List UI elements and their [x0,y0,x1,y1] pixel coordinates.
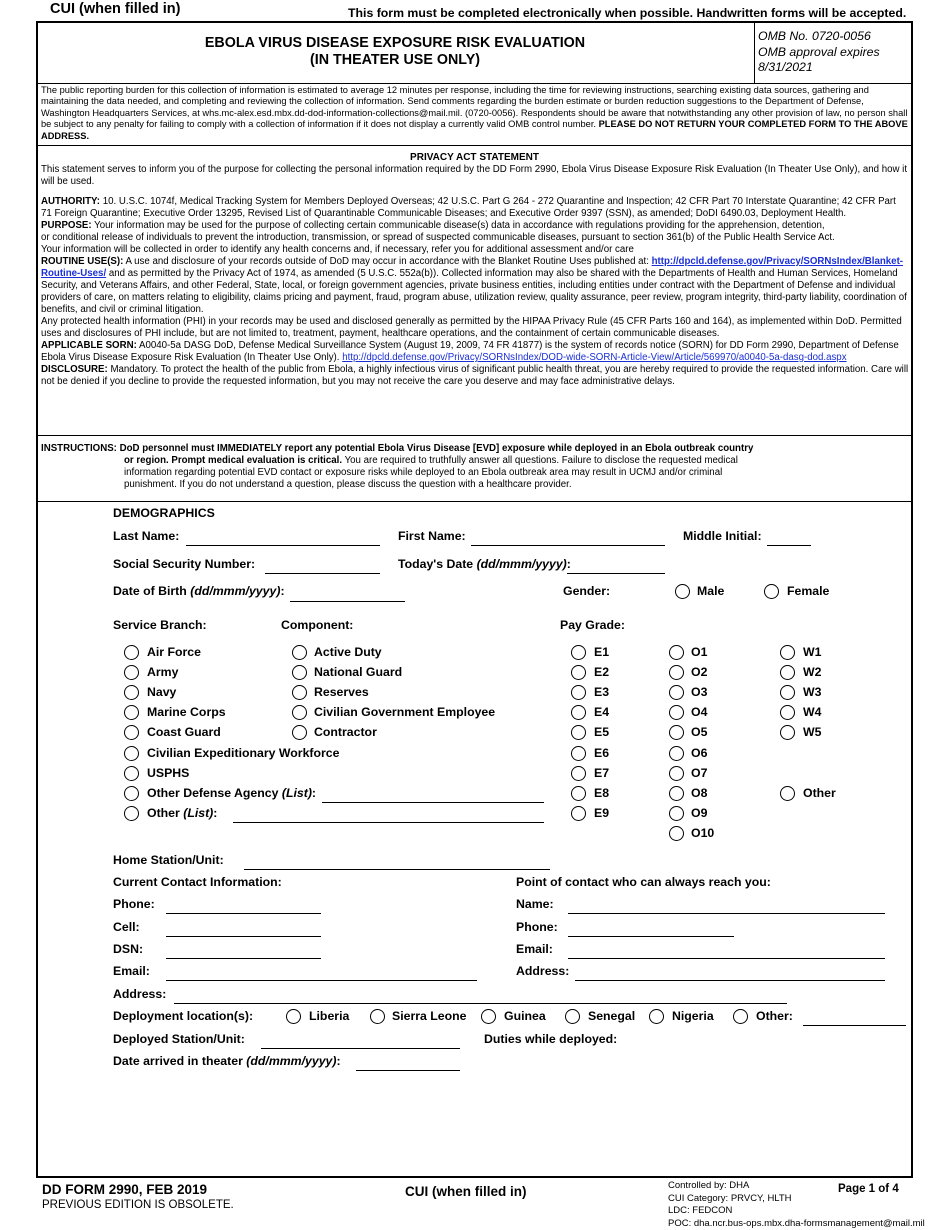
location-liberia-radio[interactable] [286,1009,301,1024]
cui-controls: Controlled by: DHA CUI Category: PRVCY, HLTH LDC: FEDCON POC: dha.ncr.bus-ops.mbx.dha-formsmanagement@mail.mil [668,1180,925,1229]
component-national-guard-label: National Guard [314,665,403,680]
branch-coast-guard-label: Coast Guard [147,725,221,740]
blanket-routine-uses-link[interactable]: http://dpcld.defense.gov/Privacy/SORNsIndex/Blanket-Routine-Uses/ [41,256,904,279]
middle-initial-label: Middle Initial: [683,529,762,543]
grade-w2-label: W2 [803,665,822,680]
branch-navy-label: Navy [147,685,177,700]
email-label: Email: [113,964,150,978]
grade-e6-label: E6 [594,745,610,760]
omb-block [758,29,880,76]
branch-army-label: Army [147,665,179,680]
gender-male-radio[interactable] [675,584,690,599]
branch-marine-corps-label: Marine Corps [147,705,226,720]
grade-o6-label: O6 [691,745,708,760]
grade-o2-label: O2 [691,665,708,680]
todays-date-field[interactable] [567,559,665,574]
form-title [36,35,754,69]
grade-w5-label: W5 [803,725,822,740]
branch-other-agency-radio[interactable] [124,786,139,801]
grade-e8-label: E8 [594,785,610,800]
phone-field[interactable] [166,899,321,914]
location-senegal-radio[interactable] [565,1009,580,1024]
divider [36,145,913,146]
component-national-guard-radio[interactable] [292,665,307,680]
component-active-duty-label: Active Duty [314,645,382,659]
grade-o1-radio[interactable] [669,645,684,660]
instructions: INSTRUCTIONS: DoD personnel must IMMEDIATELY report any potential Ebola Virus Disease [EVD] exposure while deployed in an Ebola outbreak country or region. Prompt medical evaluation is critical. You are required to truthfully answer all questions. Failure to disclose the requested medical information regarding potential EVD contact or exposure risks while deployed to an Ebola outbreak area may result in UCMJ and/or criminal punishment. If you do not understand a question, please discuss the question with a healthcare provider. [41,443,754,490]
grade-e2-radio[interactable] [571,665,586,680]
location-other-label: Other: [756,1009,793,1023]
poc-address-label: Address: [516,964,570,978]
grade-e9-label: E9 [594,805,610,820]
branch-air-force-radio[interactable] [124,645,139,660]
grade-e8-radio[interactable] [571,786,586,801]
grade-w1-radio[interactable] [780,645,795,660]
email-field[interactable] [166,966,477,981]
grade-other-label: Other [803,786,836,800]
grade-o8-radio[interactable] [669,786,684,801]
gender-male-label: Male [697,584,725,598]
last-name-field[interactable] [186,531,380,546]
date-arrived-field[interactable] [356,1056,460,1071]
grade-e7-label: E7 [594,765,610,780]
poc-email-label: Email: [516,942,553,956]
location-liberia-label: Liberia [309,1009,350,1023]
form-id: DD FORM 2990, FEB 2019 [42,1182,208,1197]
cui-top-label: CUI (when filled in) [50,1,181,17]
divider [36,435,913,436]
grade-e9-radio[interactable] [571,806,586,821]
grade-o10-radio[interactable] [669,826,684,841]
burden-statement: The public reporting burden for this collection of information is estimated to average 12 minutes per response, including the time for reviewing instructions, searching existing data sources, gathering and maintaining the data needed, and completing and reviewing the collection of information. Send comments regarding the burden estimate or burden reduction suggestions to the Department of Defense, Washington Headquarters Services, at whs.mc-alex.esd.mbx.dd-dod-information-collections@mail.mil. (0720-0056). Respondents should be aware that notwithstanding any other provision of law, no person shall be subject to any penalty for failing to comply with a collection of information if it does not display a currently valid OMB control number. PLEASE DO NOT RETURN YOUR COMPLETED FORM TO THE ABOVE ADDRESS. [41,85,908,141]
dob-field[interactable] [290,587,405,602]
poc-email-field[interactable] [568,944,885,959]
address-field[interactable] [174,989,787,1004]
component-reserves-label: Reserves [314,685,369,700]
location-guinea-label: Guinea [504,1009,546,1023]
grade-other-radio[interactable] [780,786,795,801]
poc-phone-field[interactable] [568,922,734,937]
grade-e2-label: E2 [594,665,610,680]
branch-air-force-label: Air Force [147,645,201,659]
divider [36,83,913,84]
other-branch-field[interactable] [233,808,544,823]
component-active-duty-radio[interactable] [292,645,307,660]
service-branch-label: Service Branch: [113,618,207,632]
deployed-station-label: Deployed Station/Unit: [113,1032,245,1046]
poc-name-field[interactable] [568,899,885,914]
deployment-location-label: Deployment location(s): [113,1009,254,1023]
address-label: Address: [113,987,167,1001]
branch-other-radio[interactable] [124,806,139,821]
omb-number: OMB No. 0720-0056 [758,29,871,43]
home-station-field[interactable] [244,855,550,870]
middle-initial-field[interactable] [767,531,811,546]
other-agency-field[interactable] [322,788,544,803]
component-label: Component: [281,618,354,632]
grade-w4-label: W4 [803,705,822,720]
poc-phone-label: Phone: [516,920,558,934]
grade-o7-radio[interactable] [669,766,684,781]
duties-label: Duties while deployed: [484,1032,618,1046]
title-line-2: (IN THEATER USE ONLY) [310,52,480,68]
grade-w3-label: W3 [803,685,822,700]
branch-civilian-expeditionary-workforce-radio[interactable] [124,746,139,761]
page-number: Page 1 of 4 [838,1183,899,1195]
deployed-station-field[interactable] [261,1034,460,1049]
grade-o7-label: O7 [691,765,708,780]
grade-o8-label: O8 [691,785,708,800]
grade-e3-label: E3 [594,685,610,700]
branch-other-agency-label: Other Defense Agency (List): [147,786,317,800]
component-civilian-government-employee-label: Civilian Government Employee [314,705,496,720]
privacy-statement: This statement serves to inform you of the purpose for collecting the personal information required by the DD Form 2990, Ebola Virus Disease Exposure Risk Evaluation (In Theater Use Only), and how it will be used. AUTHORITY: 10. U.S.C. 1074f, Medical Tracking System for Members Deployed Overseas; 42 U.S.C. Part G 264 - 272 Quarantine and Inspection; 42 CFR Part 70 Interstate Quarantine; 42 CFR Part 71 Foreign Quarantine; Executive Order 13295, Revised List of Quarantinable Communicable Diseases; and Executive Order 9397 (SSN), as amended; DoDI 6490.03, Deployment Health. PURPOSE: Your information may be used for the purpose of collecting certain communicable disease(s) data in accordance with regulations providing for the apprehension, detention, or conditional release of individuals to prevent the introduction, transmission, or spread of suspected communicable diseases, pursuant to section 361(b) of the Public Health Service Act. Your information will be collected in order to identify any health concerns and, if necessary, refer you for additional assessment and/or care ROUTINE USE(S): A use and disclosure of your records outside of DoD may occur in accordance with the Blanket Routine Uses published at: http://dpcld.defense.gov/Privacy/SORNsIndex/Blanket-Routine-Uses/ and as permitted by the Privacy Act of 1974, as amended (5 U.S.C. 552a(b)). Collected information may also be shared with the Departments of Health and Human Services, Homeland Security, and Veterans Affairs, and other Federal, State, local, or foreign government agencies, private business entities, including entities under contract with the Department of Defense and individual providers of care, on matters relating to eligibility, claims pricing and payment, fraud, program abuse, utilization review, quality assurance, peer review, program integrity, third-party liability, coordination of benefits, and civil or criminal litigation. Any protected health information (PHI) in your records may be used and disclosed generally as permitted by the HIPAA Privacy Rule (45 CFR Parts 160 and 164), as implemented within DoD. Permitted uses and disclosures of PHI include, but are not limited to, treatment, payment, healthcare operations, and the containment of certain communicable diseases. APPLICABLE SORN: A0040-5a DASG DoD, Defense Medical Surveillance System (August 19, 2009, 74 FR 41877) is the system of records notice (SORN) for DD Form 2990, Department of Defense Ebola Virus Disease Exposure Risk Evaluation (In Theater Use Only). http://dpcld.defense.gov/Privacy/SORNsIndex/DOD-wide-SORN-Article-View/Article/569970/a0040-5a-dasg-dod.aspx DISCLOSURE: Mandatory. To protect the health of the public from Ebola, a highly infectious virus of significant public health threat, you are hereby required to provide the requested information. Care will not be denied if you decline to provide the requested information, but you may not receive the care you deserve and may face administrative delays. [41,164,909,387]
last-name-label: Last Name: [113,529,180,543]
home-station-label: Home Station/Unit: [113,853,224,867]
poc-name-label: Name: [516,897,554,911]
grade-o9-radio[interactable] [669,806,684,821]
current-contact-label: Current Contact Information: [113,875,282,889]
ssn-label: Social Security Number: [113,557,256,571]
grade-e1-label: E1 [594,645,610,659]
demographics-heading: DEMOGRAPHICS [113,506,215,520]
todays-date-label: Today's Date (dd/mmm/yyyy): [398,557,571,571]
cui-bottom-label: CUI (when filled in) [405,1184,527,1199]
phone-label: Phone: [113,897,155,911]
dsn-label: DSN: [113,942,144,956]
poc-label: Point of contact who can always reach you: [516,875,771,889]
branch-other-label: Other (List): [147,806,218,820]
grade-e5-label: E5 [594,725,610,740]
grade-o3-label: O3 [691,685,708,700]
pay-grade-label: Pay Grade: [560,618,625,632]
poc-address-field[interactable] [575,966,885,981]
grade-w1-label: W1 [803,645,822,659]
grade-e6-radio[interactable] [571,746,586,761]
branch-army-radio[interactable] [124,665,139,680]
date-arrived-label: Date arrived in theater (dd/mmm/yyyy): [113,1054,341,1068]
grade-e1-radio[interactable] [571,645,586,660]
first-name-field[interactable] [471,531,665,546]
sorn-link[interactable]: http://dpcld.defense.gov/Privacy/SORNsIndex/DOD-wide-SORN-Article-View/Article/569970/a0040-5a-dasg-dod.aspx [342,352,847,363]
location-other-radio[interactable] [733,1009,748,1024]
branch-usphs-label: USPHS [147,765,190,780]
grade-e4-label: E4 [594,705,610,720]
electronic-note: This form must be completed electronically when possible. Handwritten forms will be accepted. [348,6,907,20]
gender-label: Gender: [563,584,611,598]
grade-o5-label: O5 [691,725,708,740]
location-guinea-radio[interactable] [481,1009,496,1024]
location-nigeria-label: Nigeria [672,1009,714,1023]
grade-o6-radio[interactable] [669,746,684,761]
grade-w2-radio[interactable] [780,665,795,680]
cell-field[interactable] [166,922,321,937]
grade-o4-label: O4 [691,705,708,720]
component-contractor-label: Contractor [314,725,377,740]
omb-divider [754,21,755,83]
omb-date: 8/31/2021 [758,60,813,74]
ssn-field[interactable] [265,559,380,574]
divider [36,501,913,502]
location-senegal-label: Senegal [588,1009,636,1023]
gender-female-radio[interactable] [764,584,779,599]
first-name-label: First Name: [398,529,466,543]
obsolete-note: PREVIOUS EDITION IS OBSOLETE. [42,1199,234,1211]
location-nigeria-radio[interactable] [649,1009,664,1024]
branch-civilian-expeditionary-workforce-label: Civilian Expeditionary Workforce [147,745,340,760]
grade-o10-label: O10 [691,825,715,840]
location-sierra-leone-radio[interactable] [370,1009,385,1024]
omb-expires: OMB approval expires [758,44,880,59]
title-line-1: EBOLA VIRUS DISEASE EXPOSURE RISK EVALUATION [204,35,586,51]
location-other-field[interactable] [803,1011,906,1026]
dob-label: Date of Birth (dd/mmm/yyyy): [113,584,285,598]
grade-o2-radio[interactable] [669,665,684,680]
grade-o1-label: O1 [691,645,708,659]
gender-female-label: Female [787,584,830,598]
branch-usphs-radio[interactable] [124,766,139,781]
location-sierra-leone-label: Sierra Leone [392,1009,467,1023]
grade-o9-label: O9 [691,805,708,820]
cell-label: Cell: [113,920,140,934]
dsn-field[interactable] [166,944,321,959]
grade-e7-radio[interactable] [571,766,586,781]
privacy-heading: PRIVACY ACT STATEMENT [410,152,539,163]
